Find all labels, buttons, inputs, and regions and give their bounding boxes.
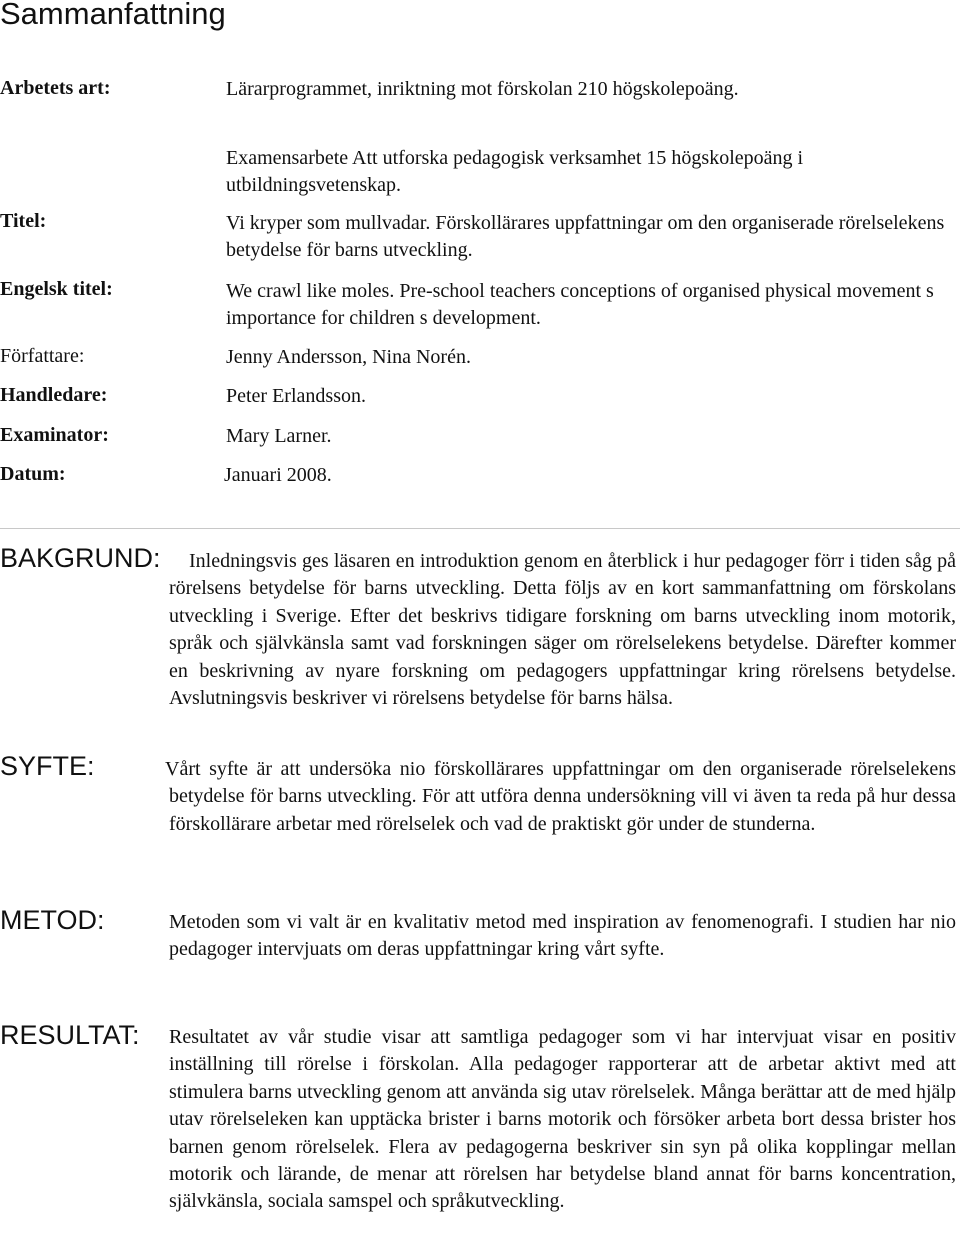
page-title: Sammanfattning bbox=[0, 0, 226, 31]
bakgrund-text: Inledningsvis ges läsaren en introduktion genom en återblick i hur pedagoger förr i tiden såg på rörelsens betydelse för barns utveckling. Detta följs av en kort sammanfattning om förskolans utveckling i Sverige. Efter det beskrivs tidigare forskning om barns utveckling inom motorik, språk och självkänsla samt vad forskningen säger om rörelselekens betydelse. Därefter kommer en beskrivning av nyare forskning om pedagogers uppfattningar kring rörelsens betydelse. Avslutningsvis beskriver vi rörelsens betydelse för barns hälsa. bbox=[169, 550, 956, 710]
section-divider bbox=[0, 528, 960, 529]
handledare-value: Peter Erlandsson. bbox=[226, 385, 366, 407]
examensarbete-value: Examensarbete Att utforska pedagogisk verksamhet 15 högskolepoäng i utbildningsvetenskap. bbox=[226, 147, 804, 196]
syfte-text: Vårt syfte är att undersöka nio förskollärares uppfattningar om den organiserade rörelselekens betydelse för barns utveckling. För att utföra denna undersökning vill vi även ta reda på hur dessa förskollärare arbetar med rörelselek och vad de praktiskt gör under de stunderna. bbox=[165, 758, 956, 835]
forfattare-value: Jenny Andersson, Nina Norén. bbox=[226, 346, 471, 368]
forfattare-label: Författare: bbox=[0, 345, 85, 367]
engelsk-titel-label: Engelsk titel: bbox=[0, 278, 113, 300]
resultat-label: RESULTAT: bbox=[0, 1020, 140, 1050]
bakgrund-label: BAKGRUND: bbox=[0, 543, 161, 573]
datum-value: Januari 2008. bbox=[224, 464, 332, 486]
syfte-label: SYFTE: bbox=[0, 751, 95, 781]
metod-text: Metoden som vi valt är en kvalitativ metod med inspiration av fenomenografi. I studien har nio pedagoger intervjuats om deras uppfattningar kring vårt syfte. bbox=[169, 911, 956, 961]
metod-label: METOD: bbox=[0, 905, 105, 935]
examinator-value: Mary Larner. bbox=[226, 425, 332, 447]
arbetets-art-label: Arbetets art: bbox=[0, 77, 111, 99]
handledare-label: Handledare: bbox=[0, 384, 108, 406]
titel-value: Vi kryper som mullvadar. Förskollärares uppfattningar om den organiserade rörelselekens betydelse för barns utveckling. bbox=[226, 212, 945, 261]
arbetets-art-value: Lärarprogrammet, inriktning mot förskolan 210 högskolepoäng. bbox=[226, 78, 739, 100]
examinator-label: Examinator: bbox=[0, 424, 109, 446]
titel-label: Titel: bbox=[0, 210, 47, 232]
resultat-text: Resultatet av vår studie visar att samtliga pedagoger som vi har intervjuat visar en positiv inställning till rörelse i förskolan. Alla pedagoger rapporterar att de arbetar aktivt med att stimulera barns utveckling genom att använda sig utav rörelselek. Många berättar att de med hjälp utav rörelseleken kan upptäcka brister i barns motorik och försöker arbeta bort dessa brister hos barnen genom rörelselek. Flera av pedagogerna beskriver sin syn på olika kopplingar mellan motorik och lärande, de menar att rörelsen har betydelse bland annat för barns koncentration, självkänsla, sociala samspel och språkutveckling. bbox=[169, 1026, 956, 1213]
engelsk-titel-value: We crawl like moles. Pre-school teachers conceptions of organised physical movement s importance for children s development. bbox=[226, 280, 934, 329]
datum-label: Datum: bbox=[0, 463, 66, 485]
